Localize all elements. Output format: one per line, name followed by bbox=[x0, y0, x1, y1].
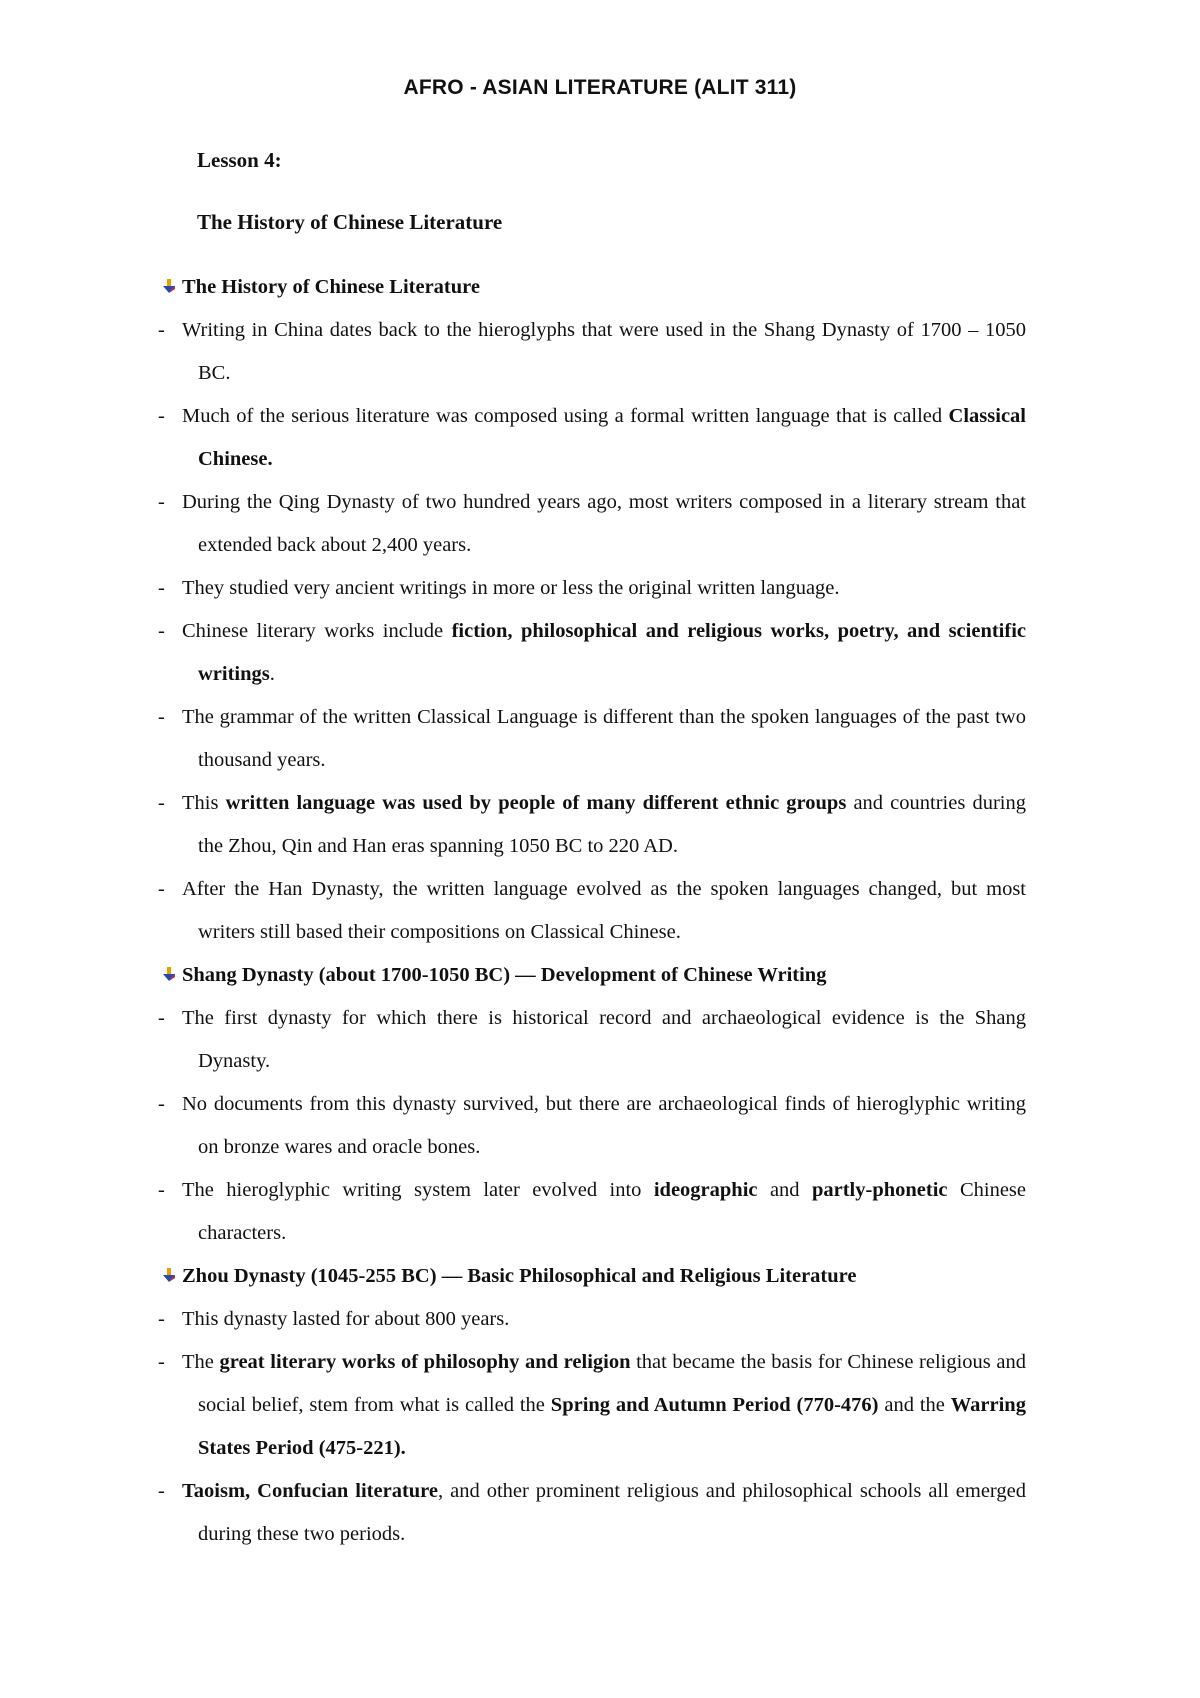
section-heading bbox=[158, 266, 1026, 309]
list-item bbox=[158, 868, 1026, 954]
emphasis-text: Warring States Period (475-221). bbox=[198, 1394, 1026, 1459]
bullet-arrow-icon bbox=[158, 276, 178, 296]
bullet-dash: - bbox=[158, 577, 165, 599]
lesson-title: The History of Chinese Literature bbox=[197, 210, 503, 234]
bullet-dash: - bbox=[158, 491, 165, 513]
lesson-body bbox=[158, 266, 1026, 1556]
list-item-text bbox=[182, 1298, 1026, 1341]
bullet-dash: - bbox=[158, 1007, 165, 1029]
section-heading-text: Zhou Dynasty (1045-255 BC) — Basic Philosophical and Religious Literature bbox=[182, 1265, 857, 1287]
list-item bbox=[158, 481, 1026, 567]
list-item-text bbox=[182, 782, 1026, 868]
bullet-arrow-icon bbox=[158, 1265, 178, 1285]
body-text: Chinese characters. bbox=[198, 1179, 1026, 1244]
body-text: The grammar of the written Classical Language is different than the spoken languages of the past two thousand years. bbox=[182, 706, 1026, 771]
bullet-dash: - bbox=[158, 1308, 165, 1330]
list-item-text bbox=[182, 567, 1026, 610]
body-text: No documents from this dynasty survived, but there are archaeological finds of hieroglyphic writing on bronze wares and oracle bones. bbox=[182, 1093, 1026, 1158]
list-item bbox=[158, 1341, 1026, 1470]
bullet-dash: - bbox=[158, 405, 165, 427]
body-text: . bbox=[269, 663, 275, 685]
emphasis-text: written language was used by people of many different ethnic groups bbox=[225, 792, 847, 814]
body-text: Writing in China dates back to the hieroglyphs that were used in the Shang Dynasty of 1700 – 1050 BC. bbox=[182, 319, 1026, 384]
emphasis-text: ideographic bbox=[653, 1179, 758, 1201]
bullet-dash: - bbox=[158, 1093, 165, 1115]
body-text: The hieroglyphic writing system later evolved into bbox=[182, 1179, 654, 1201]
section-heading-text: The History of Chinese Literature bbox=[182, 276, 480, 298]
bullet-dash: - bbox=[158, 878, 165, 900]
body-text: Chinese literary works include bbox=[182, 620, 452, 642]
list-item bbox=[158, 1298, 1026, 1341]
list-item-text bbox=[182, 1169, 1026, 1255]
emphasis-text: Spring and Autumn Period (770-476) bbox=[550, 1394, 879, 1416]
body-text: They studied very ancient writings in more or less the original written language. bbox=[182, 577, 840, 599]
body-text: During the Qing Dynasty of two hundred years ago, most writers composed in a literary stream that extended back about 2,400 years. bbox=[182, 491, 1026, 556]
body-text: This bbox=[182, 792, 226, 814]
body-text: and bbox=[757, 1179, 812, 1201]
section-heading-text: Shang Dynasty (about 1700-1050 BC) — Development of Chinese Writing bbox=[182, 964, 827, 986]
bullet-dash: - bbox=[158, 792, 165, 814]
emphasis-text: fiction, philosophical and religious works, poetry, and scientific writings bbox=[198, 620, 1026, 685]
body-text: The first dynasty for which there is historical record and archaeological evidence is the Shang Dynasty. bbox=[182, 1007, 1026, 1072]
list-item bbox=[158, 1083, 1026, 1169]
bullet-dash: - bbox=[158, 1351, 165, 1373]
list-item-text bbox=[182, 1341, 1026, 1470]
emphasis-text: great literary works of philosophy and religion bbox=[219, 1351, 631, 1373]
body-text: After the Han Dynasty, the written language evolved as the spoken languages changed, but most writers still based their compositions on Classical Chinese. bbox=[182, 878, 1026, 943]
body-text: The bbox=[182, 1351, 220, 1373]
list-item-text bbox=[182, 696, 1026, 782]
body-text: , and other prominent religious and philosophical schools all emerged during these two periods. bbox=[198, 1480, 1026, 1545]
list-item bbox=[158, 567, 1026, 610]
emphasis-text: partly-phonetic bbox=[811, 1179, 948, 1201]
list-item bbox=[158, 1470, 1026, 1556]
bullet-dash: - bbox=[158, 1179, 165, 1201]
list-item-text bbox=[182, 868, 1026, 954]
body-text: and the bbox=[878, 1394, 951, 1416]
document-title: AFRO - ASIAN LITERATURE (ALIT 311) bbox=[403, 76, 797, 99]
emphasis-text: Taoism, Confucian literature bbox=[182, 1480, 438, 1502]
bullet-arrow-icon bbox=[158, 964, 178, 984]
list-item bbox=[158, 1169, 1026, 1255]
list-item bbox=[158, 997, 1026, 1083]
bullet-dash: - bbox=[158, 1480, 165, 1502]
section-heading bbox=[158, 1255, 1026, 1298]
body-text: This dynasty lasted for about 800 years. bbox=[182, 1308, 510, 1330]
list-item bbox=[158, 610, 1026, 696]
lesson-number: Lesson 4: bbox=[197, 148, 282, 172]
body-text: that became the basis for Chinese religious and social belief, stem from what is called the bbox=[198, 1351, 1026, 1416]
list-item-text bbox=[182, 610, 1026, 696]
section-heading bbox=[158, 954, 1026, 997]
bullet-dash: - bbox=[158, 706, 165, 728]
list-item bbox=[158, 696, 1026, 782]
list-item-text bbox=[182, 1470, 1026, 1556]
list-item bbox=[158, 782, 1026, 868]
emphasis-text: Classical Chinese. bbox=[198, 405, 1026, 470]
body-text: Much of the serious literature was composed using a formal written language that is called bbox=[182, 405, 949, 427]
list-item-text bbox=[182, 395, 1026, 481]
list-item-text bbox=[182, 481, 1026, 567]
bullet-dash: - bbox=[158, 319, 165, 341]
bullet-dash: - bbox=[158, 620, 165, 642]
body-text: and countries during the Zhou, Qin and Han eras spanning 1050 BC to 220 AD. bbox=[198, 792, 1026, 857]
list-item-text bbox=[182, 1083, 1026, 1169]
list-item-text bbox=[182, 309, 1026, 395]
list-item bbox=[158, 395, 1026, 481]
list-item-text bbox=[182, 997, 1026, 1083]
list-item bbox=[158, 309, 1026, 395]
